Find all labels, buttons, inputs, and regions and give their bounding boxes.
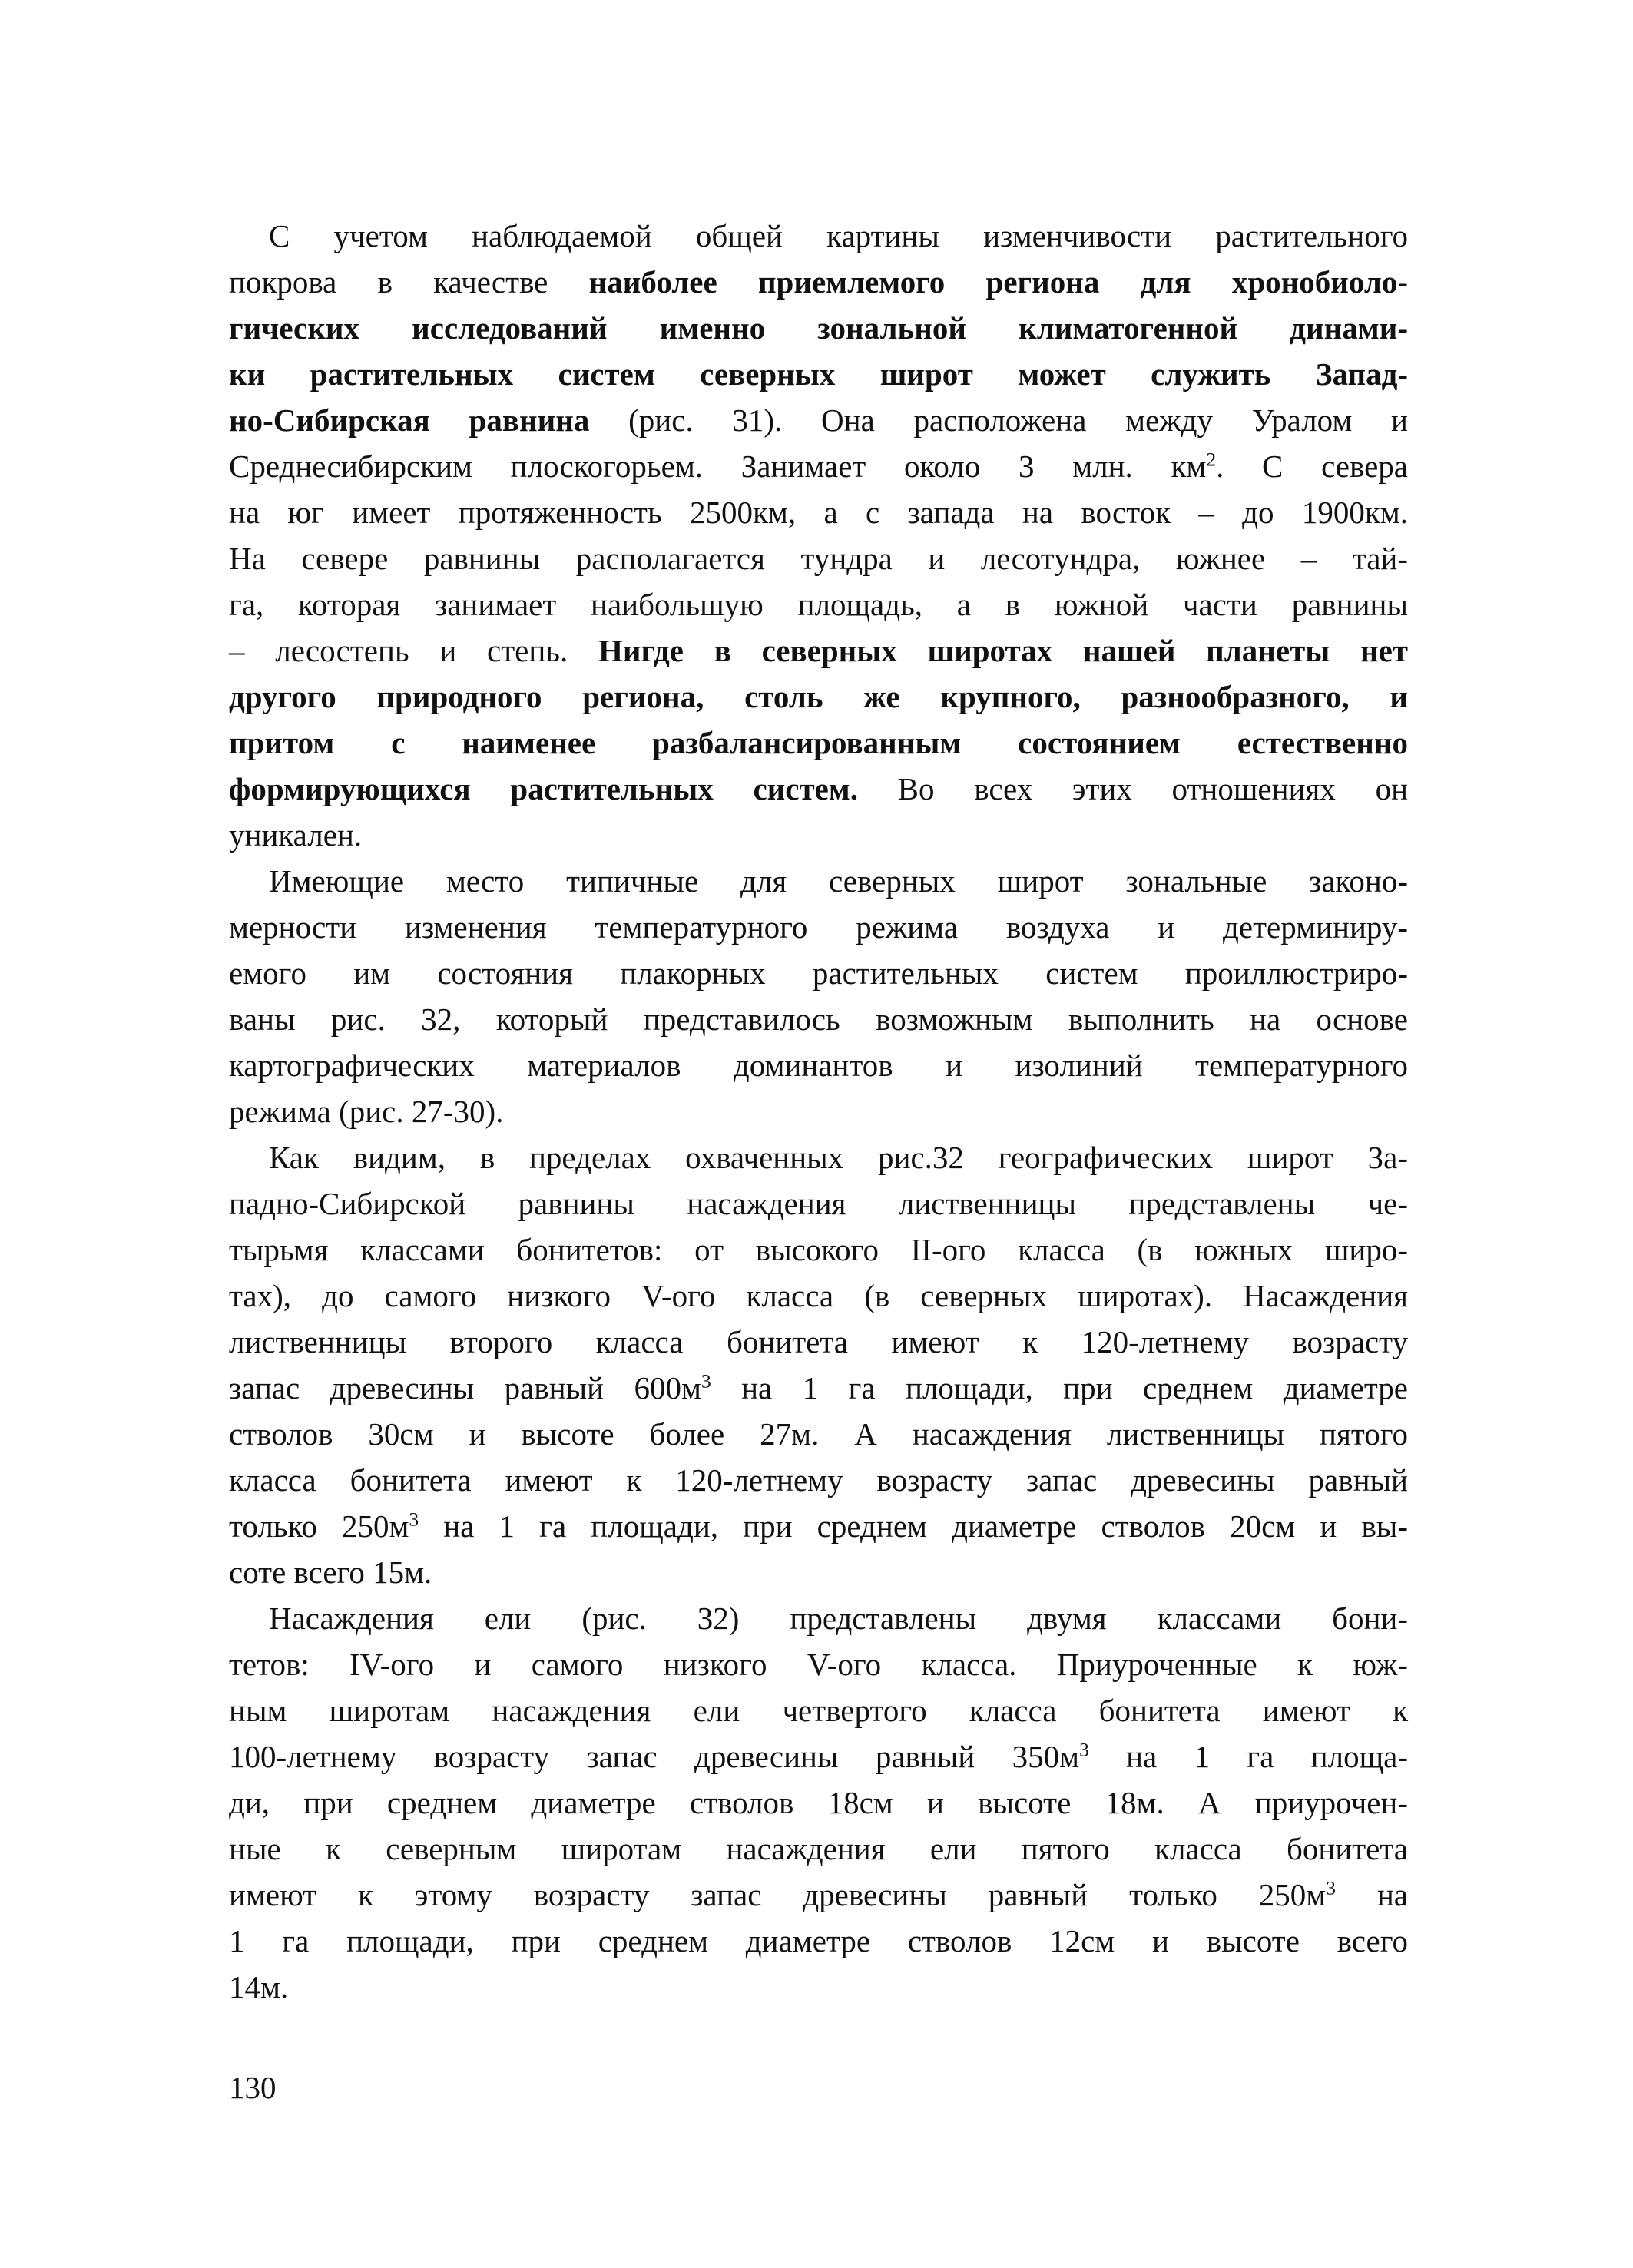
text-segment: ные к северным широтам насаждения ели пятого класса бонитета — [229, 1831, 1408, 1866]
bold-text-segment: притом с наименее разбалансированным состоянием естественно — [229, 725, 1408, 760]
text-segment: Насаждения ели (рис. 32) представлены двумя классами бони- — [269, 1601, 1408, 1636]
text-line — [229, 535, 1408, 581]
text-line — [229, 305, 1408, 351]
text-line — [229, 397, 1408, 443]
text-segment: на юг имеет протяженность 2500км, а с запада на восток – до 1900км. — [229, 495, 1408, 530]
text-line — [229, 766, 1408, 812]
text-segment: (рис. 31). Она расположена между Уралом и — [589, 402, 1408, 438]
text-line — [229, 1918, 1408, 1964]
text-line — [229, 1134, 1408, 1180]
text-line — [229, 1549, 1408, 1595]
text-segment: класса бонитета имеют к 120-летнему возрасту запас древесины равный — [229, 1462, 1408, 1498]
text-segment — [1206, 449, 1216, 484]
text-line — [229, 674, 1408, 720]
text-segment: 1 га площади, при среднем диаметре стволов 12см и высоте всего — [229, 1923, 1408, 1958]
bold-text-segment: наиболее приемлемого региона для хронобиоло- — [588, 264, 1408, 300]
text-segment — [1326, 1877, 1336, 1912]
text-segment: на 1 га площа- — [1088, 1739, 1408, 1774]
text-line — [229, 1780, 1408, 1826]
paragraph — [229, 1595, 1408, 2010]
text-segment: падно-Сибирской равнины насаждения лиственницы представлены че- — [229, 1186, 1408, 1221]
text-line — [229, 720, 1408, 766]
bold-text-segment: но-Сибирская равнина — [229, 402, 590, 438]
text-segment: имеют к этому возрасту запас древесины равный только 250м — [229, 1877, 1327, 1912]
text-segment: запас древесины равный 600м — [229, 1370, 701, 1405]
text-segment: Во всех этих отношениях он — [857, 771, 1409, 806]
superscript: 3 — [1079, 1739, 1089, 1761]
text-segment: емого им состояния плакорных растительных систем проиллюстриро- — [229, 955, 1408, 991]
text-line — [229, 1319, 1408, 1365]
text-line — [229, 1733, 1408, 1780]
text-segment: . С севера — [1216, 449, 1408, 484]
text-line — [229, 581, 1408, 627]
text-segment: лиственницы второго класса бонитета имеют к 120-летнему возрасту — [229, 1324, 1408, 1359]
text-segment: тырьмя классами бонитетов: от высокого II-ого класса (в южных широ- — [229, 1232, 1408, 1267]
text-segment: Среднесибирским плоскогорьем. Занимает около 3 млн. км — [229, 449, 1207, 484]
text-segment — [1079, 1739, 1089, 1774]
text-line — [229, 812, 1408, 858]
text-segment: тетов: IV-ого и самого низкого V-ого класса. Приуроченные к юж- — [229, 1647, 1408, 1682]
text-line — [229, 1872, 1408, 1918]
text-segment: 14м. — [229, 1969, 289, 2005]
text-segment: на — [1335, 1877, 1408, 1912]
text-line — [229, 1964, 1408, 2010]
text-segment: На севере равнины располагается тундра и лесотундра, южнее – тай- — [229, 541, 1408, 576]
text-segment: на 1 га площади, при среднем диаметре стволов 20см и вы- — [419, 1508, 1409, 1544]
text-segment: Как видим, в пределах охваченных рис.32 географических широт За- — [269, 1140, 1408, 1175]
text-line — [229, 1411, 1408, 1457]
text-segment: картографических материалов доминантов и изолиний температурного — [229, 1048, 1408, 1083]
text-segment: на 1 га площади, при среднем диаметре — [711, 1370, 1408, 1405]
paragraph — [229, 1134, 1408, 1595]
text-segment: тах), до самого низкого V-ого класса (в северных широтах). Насаждения — [229, 1278, 1408, 1313]
bold-text-segment: формирующихся растительных систем. — [229, 771, 858, 806]
text-segment: покрова в качестве — [229, 264, 589, 300]
text-line — [229, 1273, 1408, 1319]
text-line — [229, 1503, 1408, 1549]
body-text — [229, 213, 1408, 2010]
text-line — [229, 1595, 1408, 1641]
text-line — [229, 1180, 1408, 1227]
text-line — [229, 351, 1408, 397]
text-segment: 100-летнему возрасту запас древесины равный 350м — [229, 1739, 1080, 1774]
text-segment — [409, 1508, 419, 1544]
superscript: 2 — [1206, 449, 1217, 471]
text-line — [229, 1042, 1408, 1088]
bold-text-segment: другого природного региона, столь же крупного, разнообразного, и — [229, 679, 1408, 714]
text-segment: Имеющие место типичные для северных широт зональные законо- — [269, 863, 1408, 899]
bold-text-segment: ки растительных систем северных широт может служить Запад- — [229, 356, 1408, 392]
text-segment — [701, 1370, 711, 1405]
text-segment: соте всего 15м. — [229, 1554, 432, 1590]
text-segment: ным широтам насаждения ели четвертого класса бонитета имеют к — [229, 1693, 1408, 1728]
text-line — [229, 950, 1408, 996]
text-line — [229, 858, 1408, 904]
text-line — [229, 213, 1408, 259]
text-segment: стволов 30см и высоте более 27м. А насаждения лиственницы пятого — [229, 1416, 1408, 1452]
text-line — [229, 1826, 1408, 1872]
text-segment: – лесостепь и степь. — [229, 633, 598, 668]
superscript: 3 — [409, 1508, 419, 1531]
text-line — [229, 1227, 1408, 1273]
bold-text-segment: гических исследований именно зональной климатогенной динами- — [229, 310, 1408, 346]
text-segment: мерности изменения температурного режима воздуха и детерминиру- — [229, 909, 1408, 945]
text-line — [229, 1457, 1408, 1503]
text-segment: режима (рис. 27-30). — [229, 1094, 504, 1129]
paragraph — [229, 213, 1408, 858]
text-line — [229, 627, 1408, 674]
page-number: 130 — [229, 2070, 277, 2105]
text-line — [229, 1365, 1408, 1411]
text-line — [229, 1641, 1408, 1687]
text-line — [229, 1088, 1408, 1134]
text-segment: уникален. — [229, 817, 363, 853]
text-segment: га, которая занимает наибольшую площадь, а в южной части равнины — [229, 587, 1408, 622]
text-segment: ди, при среднем диаметре стволов 18см и высоте 18м. А приурочен- — [229, 1785, 1408, 1820]
text-line — [229, 443, 1408, 489]
text-line — [229, 904, 1408, 950]
text-line — [229, 489, 1408, 535]
text-line — [229, 259, 1408, 305]
text-line — [229, 1687, 1408, 1733]
bold-text-segment: Нигде в северных широтах нашей планеты нет — [598, 633, 1408, 668]
text-segment: только 250м — [229, 1508, 409, 1544]
paragraph — [229, 858, 1408, 1134]
text-line — [229, 996, 1408, 1042]
text-segment: ваны рис. 32, который представилось возможным выполнить на основе — [229, 1002, 1408, 1037]
superscript: 3 — [701, 1370, 711, 1392]
text-segment: С учетом наблюдаемой общей картины изменчивости растительного — [269, 218, 1408, 253]
superscript: 3 — [1326, 1877, 1336, 1899]
